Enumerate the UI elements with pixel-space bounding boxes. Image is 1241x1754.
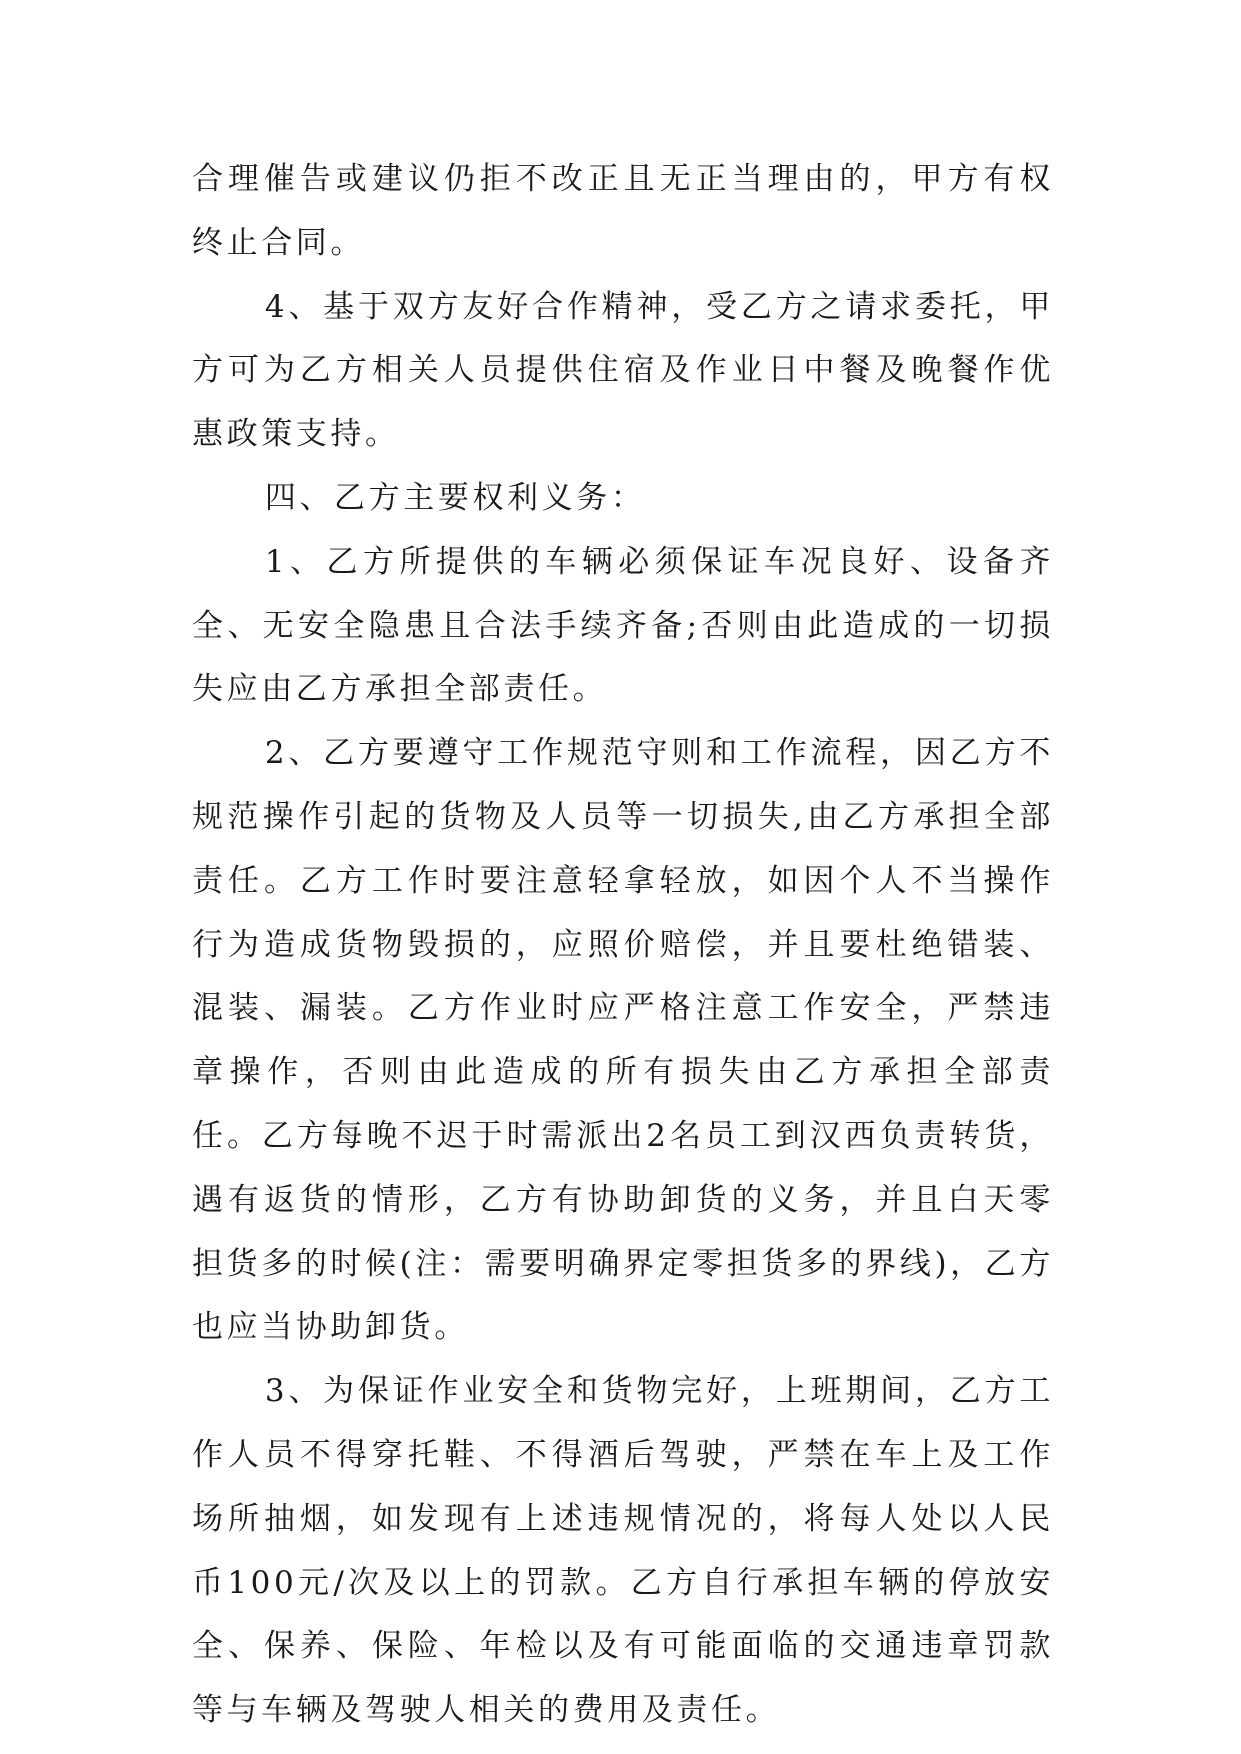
paragraph-safety-penalties: 3、为保证作业安全和货物完好，上班期间，乙方工作人员不得穿托鞋、不得酒后驾驶，严禁在车上及工作场所抽烟，如发现有上述违规情况的，将每人处以人民币100元/次及以上的罚款。乙方自行承担车辆的停放安全、保养、保险、年检以及有可能面临的交通违章罚款等与车辆及驾驶人相关的费用及责任。 xyxy=(192,1373,1054,1729)
document-body xyxy=(192,148,1054,1743)
paragraph-work-rules: 2、乙方要遵守工作规范守则和工作流程，因乙方不规范操作引起的货物及人员等一切损失,由乙方承担全部责任。乙方工作时要注意轻拿轻放，如因个人不当操作行为造成货物毁损的，应照价赔偿，并且要杜绝错装、混装、漏装。乙方作业时应严格注意工作安全，严禁违章操作，否则由此造成的所有损失由乙方承担全部责任。乙方每晚不迟于时需派出2名员工到汉西负责转货，遇有返货的情形，乙方有协助卸货的义务，并且白天零担货多的时候(注：需要明确界定零担货多的界线)，乙方也应当协助卸货。 xyxy=(192,735,1054,1346)
paragraph-vehicle-condition: 1、乙方所提供的车辆必须保证车况良好、设备齐全、无安全隐患且合法手续齐备;否则由此造成的一切损失应由乙方承担全部责任。 xyxy=(192,543,1054,708)
section-heading-party-b-rights: 四、乙方主要权利义务： xyxy=(264,479,646,516)
paragraph-accommodation-support: 4、基于双方友好合作精神，受乙方之请求委托，甲方可为乙方相关人员提供住宿及作业日中餐及晚餐作优惠政策支持。 xyxy=(192,288,1054,453)
paragraph-termination-clause: 合理催告或建议仍拒不改正且无正当理由的，甲方有权终止合同。 xyxy=(192,161,1054,261)
